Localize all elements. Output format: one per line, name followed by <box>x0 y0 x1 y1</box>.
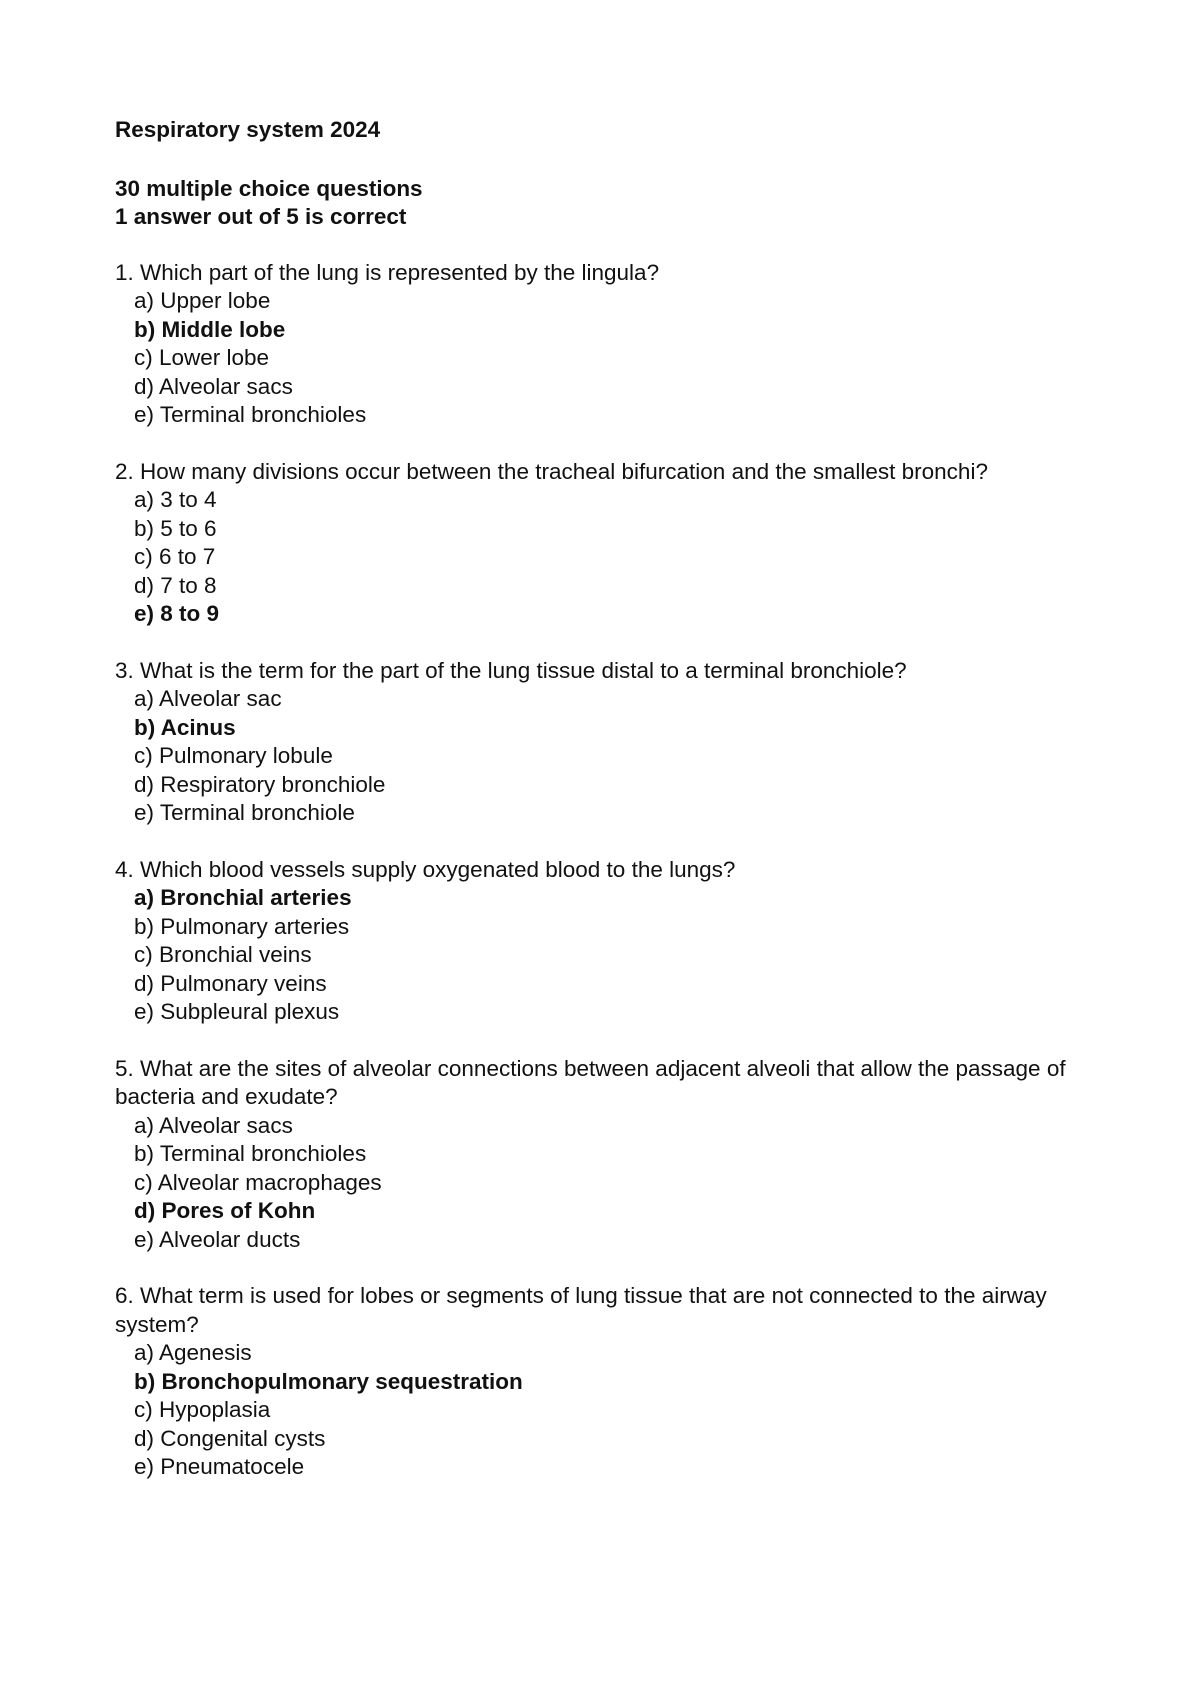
answer-option: d) Alveolar sacs <box>134 373 293 399</box>
document-content <box>115 116 1095 1510</box>
question-block <box>115 458 1095 629</box>
question-text: 2. How many divisions occur between the tracheal bifurcation and the smallest bronchi? <box>115 458 988 484</box>
answer-options <box>115 1339 1095 1482</box>
answer-option: d) Congenital cysts <box>134 1425 326 1451</box>
answer-option: c) 6 to 7 <box>134 544 216 569</box>
question-text: 6. What term is used for lobes or segments of lung tissue that are not connected to the airway system? <box>115 1283 1047 1337</box>
answer-option: c) Alveolar macrophages <box>134 1169 382 1195</box>
answer-options <box>115 287 1095 430</box>
question-text: 1. Which part of the lung is represented by the lingula? <box>115 259 660 285</box>
answer-options <box>115 685 1095 828</box>
answer-option: a) 3 to 4 <box>134 487 217 512</box>
correct-answer-option: d) Pores of Kohn <box>134 1198 316 1223</box>
question-block <box>115 1055 1095 1255</box>
answer-option: d) Pulmonary veins <box>134 970 327 996</box>
answer-option: d) 7 to 8 <box>134 572 217 598</box>
answer-option: b) Pulmonary arteries <box>134 913 350 939</box>
answer-option: c) Pulmonary lobule <box>134 743 333 768</box>
answer-option: e) Terminal bronchioles <box>134 402 367 427</box>
answer-option: b) 5 to 6 <box>134 515 217 541</box>
answer-option: e) Pneumatocele <box>134 1454 305 1479</box>
question-count-line: 30 multiple choice questions <box>115 175 423 201</box>
answer-option: a) Agenesis <box>134 1340 252 1365</box>
question-text: 5. What are the sites of alveolar connections between adjacent alveoli that allow the passage of bacteria and exudate? <box>115 1055 1066 1109</box>
answer-options <box>115 884 1095 1027</box>
answer-option: e) Subpleural plexus <box>134 999 340 1024</box>
correct-answer-option: a) Bronchial arteries <box>134 885 352 910</box>
correct-answer-option: b) Acinus <box>134 714 236 740</box>
answer-rule-line: 1 answer out of 5 is correct <box>115 204 407 229</box>
question-block <box>115 259 1095 430</box>
answer-option: d) Respiratory bronchiole <box>134 771 386 797</box>
answer-options <box>115 486 1095 629</box>
answer-option: a) Upper lobe <box>134 288 271 313</box>
answer-option: c) Lower lobe <box>134 345 270 370</box>
correct-answer-option: e) 8 to 9 <box>134 601 220 626</box>
answer-option: b) Terminal bronchioles <box>134 1141 367 1166</box>
question-block <box>115 657 1095 828</box>
question-block <box>115 1282 1095 1482</box>
answer-option: a) Alveolar sacs <box>134 1112 293 1138</box>
question-text: 3. What is the term for the part of the lung tissue distal to a terminal bronchiole? <box>115 657 907 683</box>
question-list <box>115 259 1095 1482</box>
document-title: Respiratory system 2024 <box>115 117 381 142</box>
correct-answer-option: b) Middle lobe <box>134 316 286 342</box>
answer-option: e) Terminal bronchiole <box>134 800 355 825</box>
correct-answer-option: b) Bronchopulmonary sequestration <box>134 1368 523 1394</box>
answer-option: c) Hypoplasia <box>134 1397 271 1422</box>
answer-options <box>115 1112 1095 1255</box>
answer-option: e) Alveolar ducts <box>134 1226 301 1252</box>
answer-option: a) Alveolar sac <box>134 686 282 711</box>
question-text: 4. Which blood vessels supply oxygenated blood to the lungs? <box>115 856 736 882</box>
exam-info <box>115 175 1095 232</box>
question-block <box>115 856 1095 1027</box>
answer-option: c) Bronchial veins <box>134 942 312 967</box>
